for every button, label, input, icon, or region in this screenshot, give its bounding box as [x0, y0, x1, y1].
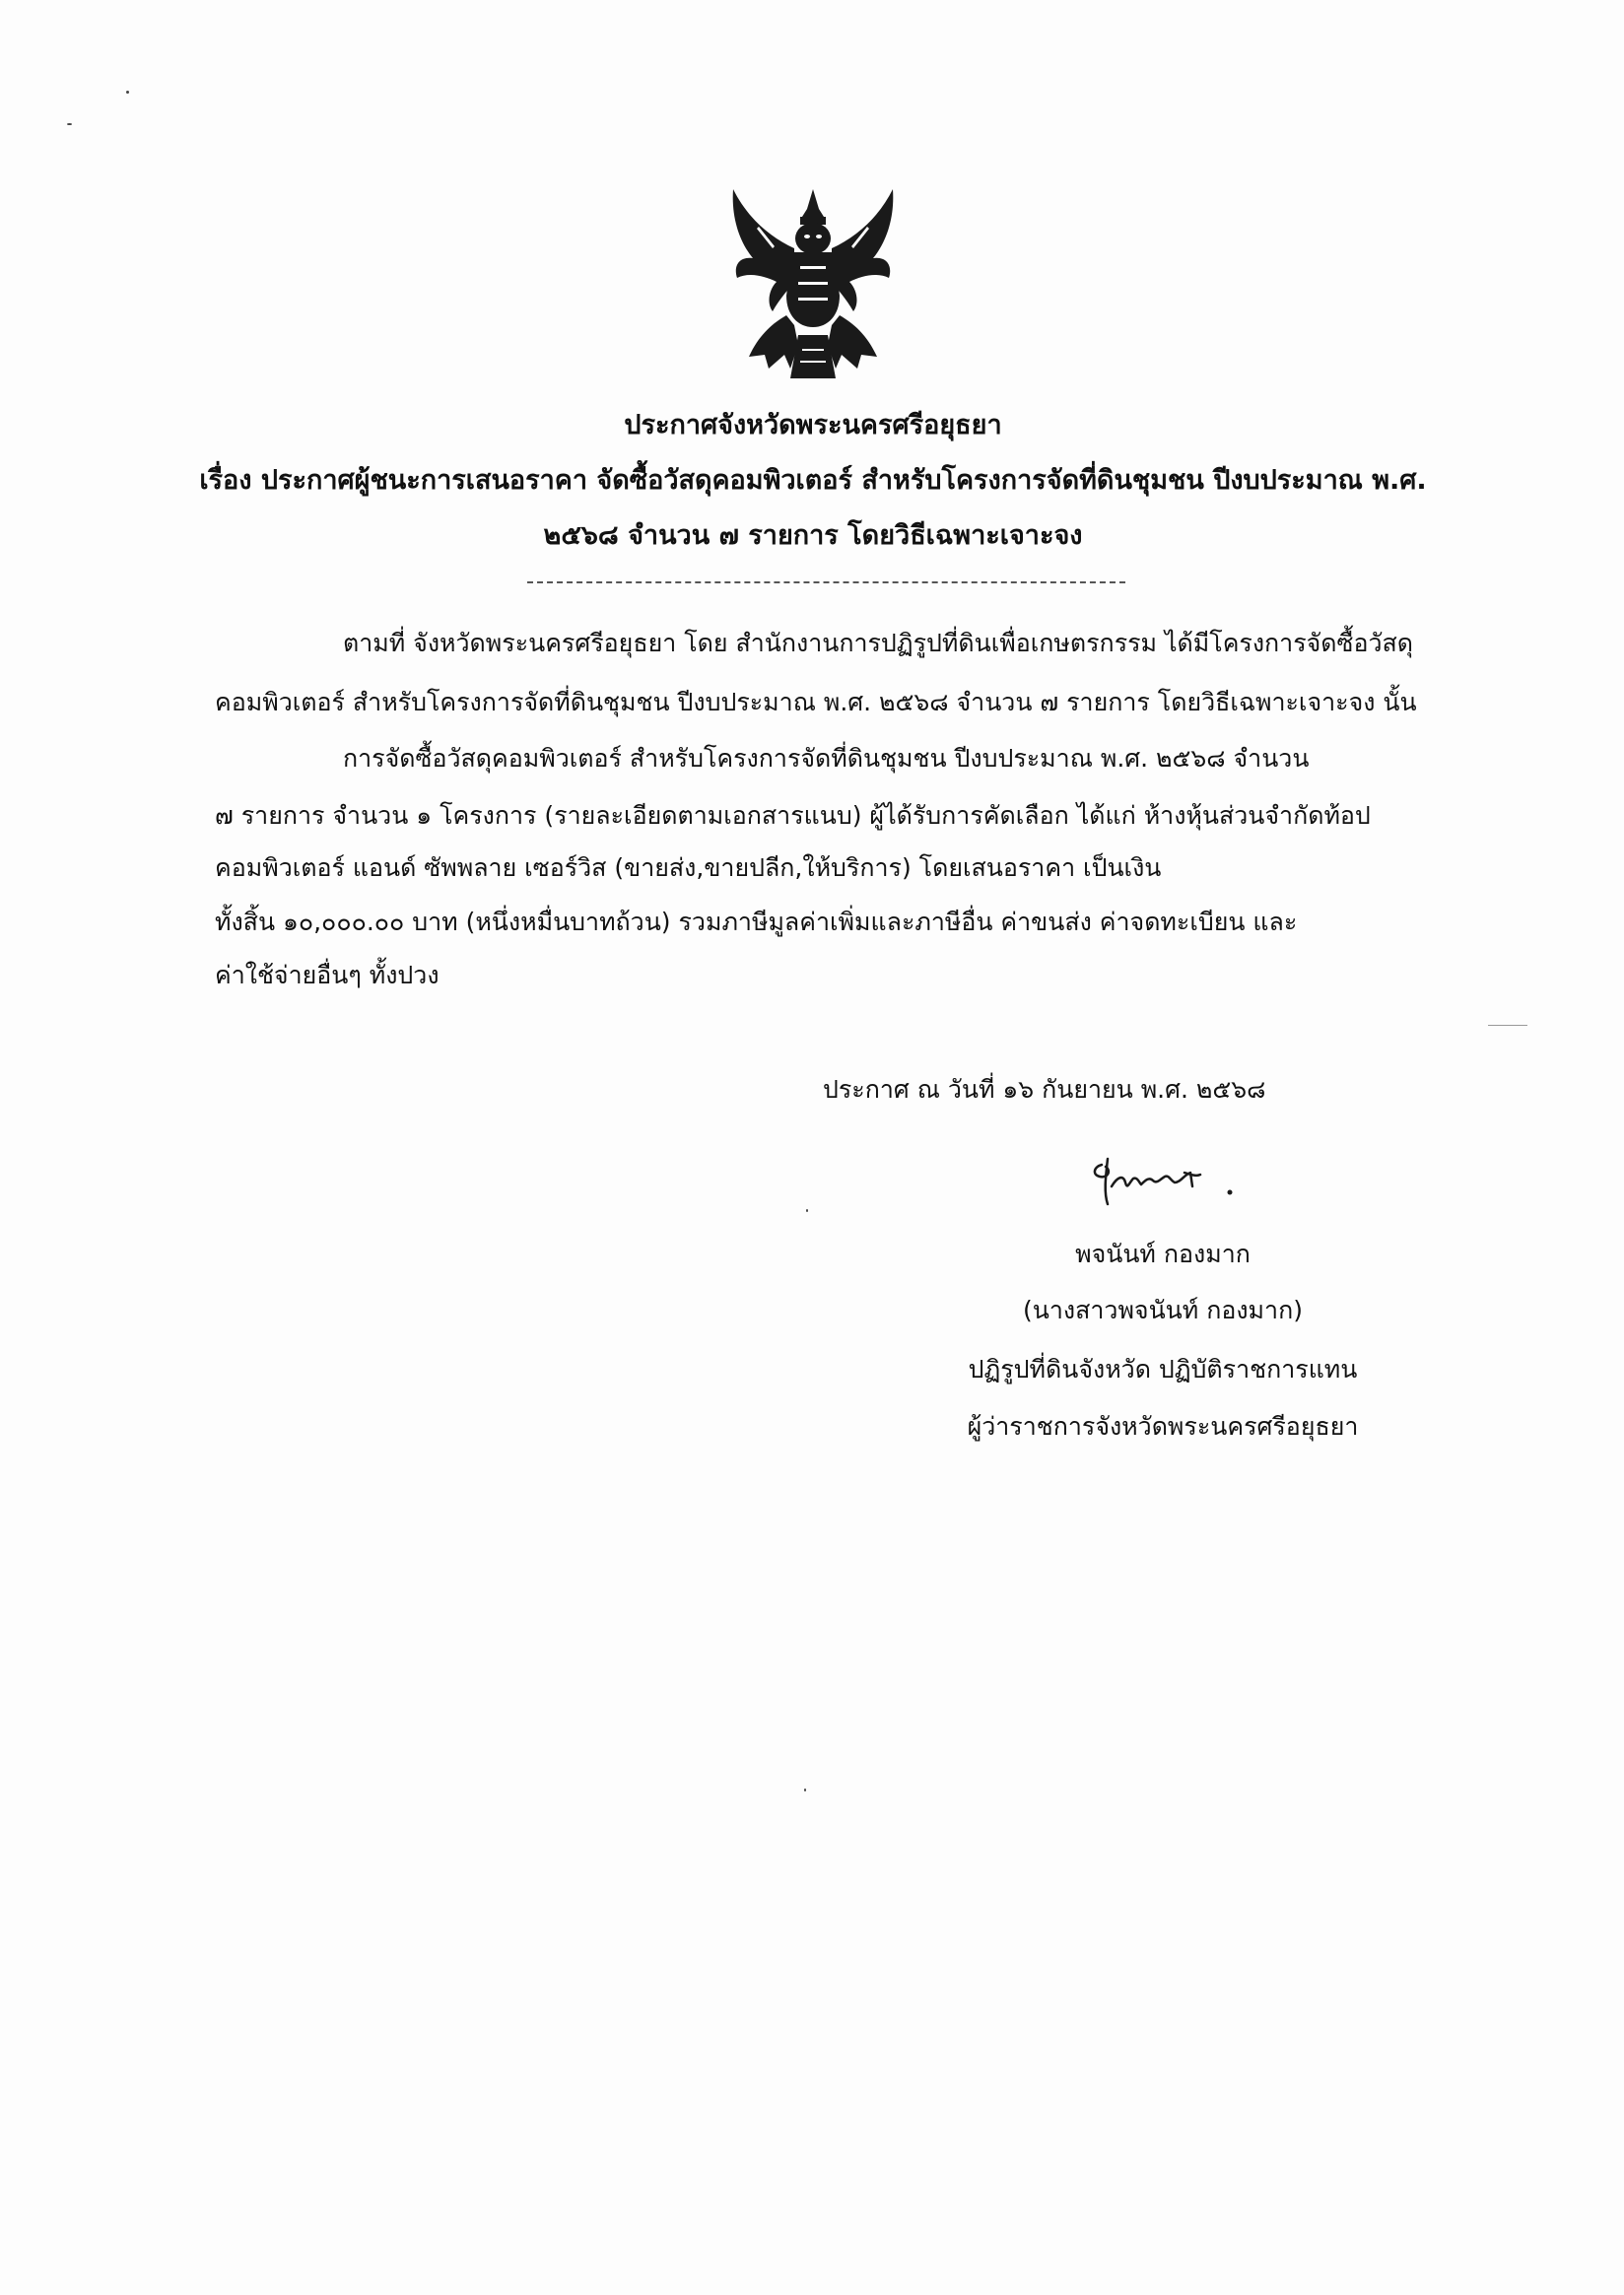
- announce-date: ประกาศ ณ วันที่ ๑๖ กันยายน พ.ศ. ๒๕๖๘: [823, 1075, 1266, 1104]
- signatory-name: พจนันท์ กองมาก: [1075, 1240, 1251, 1268]
- scan-speck: [126, 91, 129, 94]
- garuda-emblem-icon: [729, 187, 897, 382]
- scan-speck: [1488, 1025, 1527, 1026]
- scan-speck: [806, 1209, 808, 1212]
- subject-line-1: เรื่อง ประกาศผู้ชนะการเสนอราคา จัดซื้อวัสดุคอมพิวเตอร์ สำหรับโครงการจัดที่ดินชุมชน ปีงบประมาณ พ.ศ.: [199, 465, 1427, 496]
- subject-line-2: ๒๕๖๘ จำนวน ๗ รายการ โดยวิธีเฉพาะเจาะจง: [543, 520, 1083, 551]
- paragraph-1-line-2: คอมพิวเตอร์ สำหรับโครงการจัดที่ดินชุมชน ปีงบประมาณ พ.ศ. ๒๕๖๘ จำนวน ๗ รายการ โดยวิธีเฉพาะเจาะจง นั้น: [215, 688, 1417, 716]
- paragraph-2-line-5: ค่าใช้จ่ายอื่นๆ ทั้งปวง: [215, 961, 440, 989]
- signatory-full-name: (นางสาวพจนันท์ กองมาก): [1023, 1296, 1303, 1324]
- paragraph-2-line-1: การจัดซื้อวัสดุคอมพิวเตอร์ สำหรับโครงการจัดที่ดินชุมชน ปีงบประมาณ พ.ศ. ๒๕๖๘ จำนวน: [343, 744, 1310, 773]
- paragraph-2-line-4: ทั้งสิ้น ๑๐,๐๐๐.๐๐ บาท (หนึ่งหมื่นบาทถ้วน) รวมภาษีมูลค่าเพิ่มและภาษีอื่น ค่าขนส่ง ค่าจดทะเบียน และ: [215, 908, 1298, 936]
- scan-speck: [804, 1789, 806, 1791]
- scan-speck: [67, 123, 72, 125]
- paragraph-2-line-2: ๗ รายการ จำนวน ๑ โครงการ (รายละเอียดตามเอกสารแนบ) ผู้ได้รับการคัดเลือก ได้แก่ ห้างหุ้นส่วนจำกัดท้อป: [215, 801, 1371, 830]
- signatory-position-2: ผู้ว่าราชการจังหวัดพระนครศรีอยุธยา: [967, 1412, 1359, 1441]
- document-title: ประกาศจังหวัดพระนครศรีอยุธยา: [624, 410, 1002, 440]
- signatory-position-1: ปฏิรูปที่ดินจังหวัด ปฏิบัติราชการแทน: [968, 1355, 1358, 1384]
- handwritten-signature-icon: [1084, 1153, 1252, 1212]
- title-divider: [527, 581, 1125, 583]
- paragraph-1-line-1: ตามที่ จังหวัดพระนครศรีอยุธยา โดย สำนักงานการปฏิรูปที่ดินเพื่อเกษตรกรรม ได้มีโครงการจัดซื้อวัสดุ: [343, 629, 1414, 657]
- paragraph-2-line-3: คอมพิวเตอร์ แอนด์ ซัพพลาย เซอร์วิส (ขายส่ง,ขายปลีก,ให้บริการ) โดยเสนอราคา เป็นเงิน: [215, 853, 1162, 882]
